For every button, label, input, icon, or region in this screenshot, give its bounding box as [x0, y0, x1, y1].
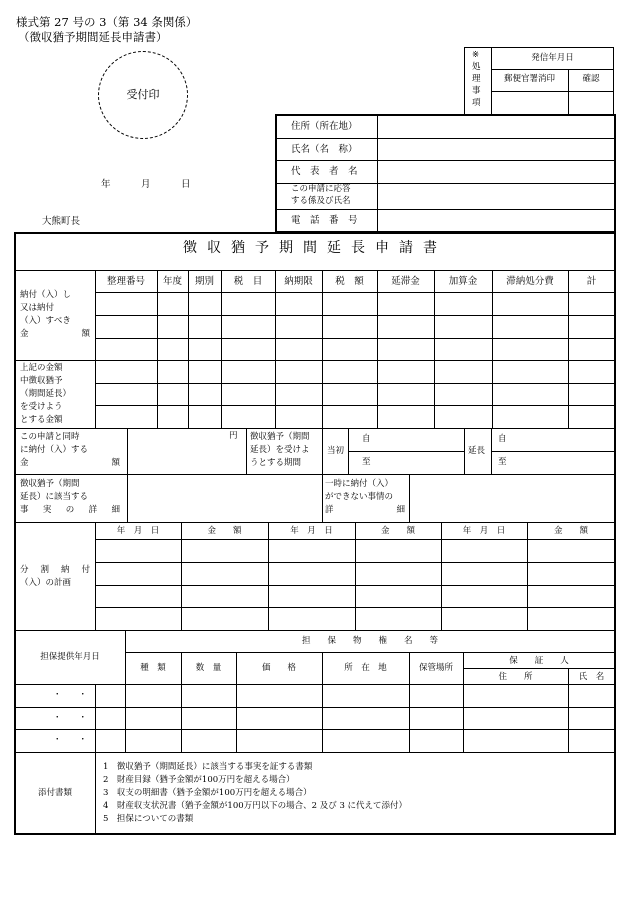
date-year: 年 [101, 179, 111, 190]
col-tax-amount: 税 額 [335, 276, 364, 287]
extension-label: 延長 [468, 446, 486, 456]
collateral-group-header: 担 保 物 権 名 等 [301, 636, 438, 646]
row2-label-5: とする金額 [20, 415, 63, 425]
phone-label: 電 話 番 号 [291, 215, 358, 226]
installment-date-header-3: 年 月 日 [462, 526, 506, 536]
attachment-item-2: 2 財産目録（猶予金額が100万円を超える場合） [103, 775, 295, 785]
installment-date-header-2: 年 月 日 [290, 526, 333, 536]
installment-amount-header-1: 金 額 [207, 526, 242, 536]
installment-label-1: 分割納付 [20, 565, 90, 575]
col-period: 期別 [194, 276, 214, 287]
col-collateral-location: 所 在 地 [344, 663, 387, 673]
col-guarantor-name: 氏 名 [578, 672, 605, 682]
collateral-date-2[interactable]: ・ ・ [52, 713, 87, 723]
collateral-date-1[interactable]: ・ ・ [52, 690, 87, 700]
col-collateral-quantity: 数 量 [195, 663, 222, 673]
row2-label-3: （期間延長） [20, 389, 72, 399]
extension-from: 自 [498, 434, 507, 444]
attachment-item-5: 5 担保についての書類 [103, 814, 194, 824]
address-label: 住所（所在地） [291, 121, 358, 132]
row2-label-2: 中徴収猶予 [20, 376, 63, 386]
addressee: 大熊町長 [42, 216, 81, 227]
period-label-3: うとする期間 [250, 458, 302, 468]
name-field[interactable] [379, 139, 614, 159]
reason-label-1: 一時に納付（入） [325, 479, 394, 489]
office-label-1: 処 [472, 62, 481, 72]
date-month: 月 [141, 179, 151, 190]
row2-label-1: 上記の金額 [20, 363, 63, 373]
attachment-item-4: 4 財産収支状況書（猶予金額が100万円以下の場合、2 及び 3 に代えて添付） [103, 801, 408, 811]
contact-label-2: する係及び氏名 [291, 196, 351, 206]
simultaneous-label-3: 金 額 [20, 458, 120, 468]
col-collateral-price: 価 格 [261, 663, 296, 673]
row2-label-4: を受けよう [20, 402, 63, 412]
facts-label-1: 徴収猶予（期間 [20, 479, 80, 489]
contact-label-1: この申請に応答 [291, 184, 351, 194]
col-collateral-storage: 保管場所 [418, 663, 453, 673]
period-label-2: 延長）を受けよ [250, 445, 310, 455]
name-label: 氏名（名 称） [291, 144, 358, 155]
extension-to: 至 [498, 457, 507, 467]
reason-detail-field[interactable] [411, 476, 614, 520]
address-field[interactable] [379, 116, 614, 137]
simultaneous-amount-field[interactable] [129, 442, 244, 472]
collateral-date-3[interactable]: ・ ・ [52, 735, 87, 745]
attachment-item-3: 3 収支の明細書（猶予金額が100万円を超える場合） [103, 788, 312, 798]
phone-field[interactable] [379, 210, 614, 231]
installment-amount-header-3: 金 額 [553, 526, 588, 536]
row1-label-4: 金 額 [20, 329, 90, 339]
col-due-date: 納期限 [284, 276, 313, 287]
col-collateral-type: 種 類 [140, 663, 166, 673]
simultaneous-label-1: この申請と同時 [20, 432, 80, 442]
form-number: 様式第 27 号の 3（第 34 条関係） [16, 15, 198, 29]
facts-label-3: 事 実 の 詳 細 [20, 505, 120, 515]
sent-date-label: 発信年月日 [531, 53, 574, 63]
contact-field[interactable] [379, 184, 614, 208]
installment-date-header-1: 年 月 日 [116, 526, 160, 536]
office-mark: ※ [472, 50, 480, 60]
initial-label: 当初 [327, 446, 345, 456]
representative-field[interactable] [379, 161, 614, 182]
row1-label-2: 又は納付 [20, 303, 55, 313]
initial-from: 自 [362, 434, 371, 444]
postmark-label: 郵便官署消印 [503, 74, 555, 84]
facts-detail-field[interactable] [129, 476, 320, 520]
col-guarantor: 保 証 人 [509, 656, 569, 666]
row1-label-1: 納付（入）し [20, 290, 72, 300]
reason-label-2: ができない事情の [325, 492, 394, 502]
date-day: 日 [181, 179, 191, 190]
representative-label: 代 表 者 名 [291, 166, 358, 177]
yen-unit: 円 [229, 431, 238, 441]
col-disposition-fee: 滞納処分費 [506, 276, 554, 287]
initial-to: 至 [362, 457, 371, 467]
col-ref-number: 整理番号 [106, 276, 145, 287]
attachment-item-1: 1 徴収猶予（期間延長）に該当する事実を証する書類 [103, 762, 313, 772]
facts-label-2: 延長）に該当する [20, 492, 89, 502]
reception-stamp [98, 51, 188, 139]
installment-amount-header-2: 金 額 [380, 526, 415, 536]
office-label-2: 理 [472, 74, 481, 84]
reception-stamp-label: 受付印 [126, 88, 160, 101]
col-additional-tax: 加算金 [448, 276, 478, 287]
installment-label-2: （入）の計画 [20, 578, 72, 588]
period-label-1: 徴収猶予（期間 [250, 432, 310, 442]
form-name: （徴収猶予期間延長申請書） [18, 30, 168, 44]
col-fiscal-year: 年度 [162, 276, 182, 287]
reason-label-3: 詳 細 [325, 505, 405, 515]
office-label-4: 項 [472, 98, 481, 108]
col-late-fee: 延滞金 [391, 276, 420, 287]
confirm-label: 確認 [582, 74, 600, 84]
col-guarantor-address: 住 所 [498, 672, 533, 682]
simultaneous-label-2: に納付（入）する [20, 445, 89, 455]
attachments-label: 添付書類 [37, 788, 72, 798]
col-total: 計 [586, 276, 597, 287]
main-title: 徴収猶予期間延長申請書 [183, 240, 447, 256]
office-label-3: 事 [472, 86, 481, 96]
col-tax-item: 税 目 [233, 276, 263, 287]
row1-label-3: （入）すべき [20, 316, 71, 326]
collateral-date-label: 担保提供年月日 [40, 652, 100, 662]
